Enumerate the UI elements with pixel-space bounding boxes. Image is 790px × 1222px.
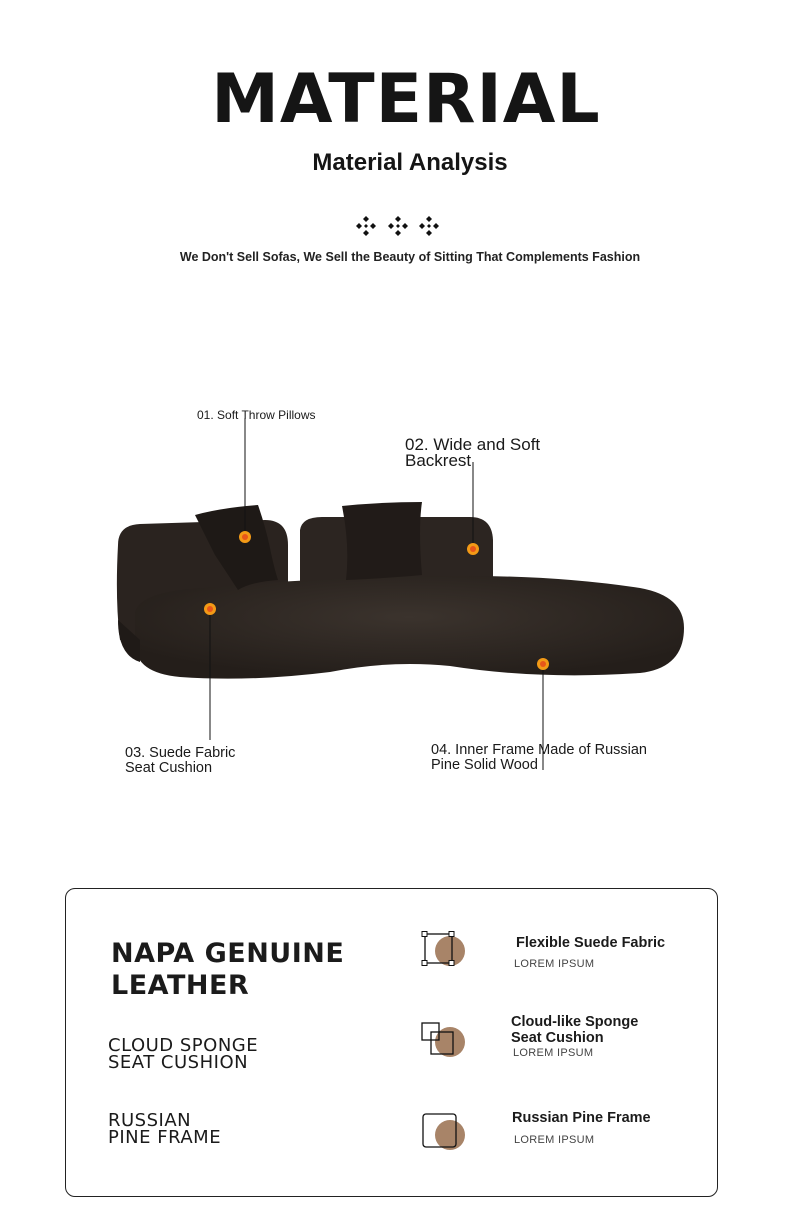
marker-3: [204, 603, 216, 615]
diamond-cluster-icon: [418, 215, 440, 237]
marker-1: [239, 531, 251, 543]
marker-4: [537, 658, 549, 670]
feature-title-sponge: [511, 1014, 638, 1046]
callout-seat-cushion: [125, 746, 235, 776]
rounded-square-icon: [419, 1110, 469, 1160]
callout-inner-frame: [431, 743, 647, 773]
tagline: We Don't Sell Sofas, We Sell the Beauty of Sitting That Complements Fashion: [179, 250, 641, 264]
callout-backrest-line2: Backrest: [405, 451, 472, 470]
panel-sub-heading-frame-line1: RUSSIAN: [108, 1110, 192, 1131]
page-subtitle: Material Analysis: [312, 149, 508, 176]
callout-backrest-line1: 02. Wide and Soft: [405, 435, 541, 454]
feature-title-pine: Russian Pine Frame: [512, 1110, 651, 1126]
feature-subtitle-sponge: LOREM IPSUM: [513, 1047, 594, 1059]
panel-sub-heading-sponge-line1: CLOUD SPONGE: [108, 1035, 259, 1056]
callout-seat-cushion-line2: Seat Cushion: [125, 760, 213, 776]
feature-subtitle-pine: LOREM IPSUM: [514, 1134, 595, 1146]
callout-soft-throw-pillows: 01. Soft Throw Pillows: [197, 408, 316, 422]
panel-sub-heading-sponge: [108, 1037, 258, 1071]
feature-title-sponge-line1: Cloud-like Sponge: [511, 1014, 639, 1030]
panel-heading-line2: LEATHER: [111, 970, 250, 1001]
panel-sub-heading-frame: [108, 1112, 221, 1146]
selection-box-icon: [419, 930, 469, 980]
callout-inner-frame-line2: Pine Solid Wood: [431, 757, 538, 773]
panel-sub-heading-frame-line2: PINE FRAME: [108, 1127, 222, 1148]
feature-title-sponge-line2: Seat Cushion: [511, 1030, 604, 1046]
panel-sub-heading-sponge-line2: SEAT CUSHION: [108, 1052, 249, 1073]
panel-heading: [111, 938, 344, 1002]
feature-title-suede: Flexible Suede Fabric: [516, 935, 666, 951]
page-title: MATERIAL: [211, 60, 601, 139]
diamond-cluster-icon: [355, 215, 377, 237]
ornament-row: [355, 215, 440, 239]
callout-seat-cushion-line1: 03. Suede Fabric: [125, 745, 236, 761]
callout-inner-frame-line1: 04. Inner Frame Made of Russian: [431, 742, 647, 758]
feature-subtitle-suede: LOREM IPSUM: [514, 958, 595, 970]
sofa-seat: [135, 576, 684, 679]
marker-2: [467, 543, 479, 555]
sofa-illustration: [100, 400, 700, 780]
diamond-cluster-icon: [387, 215, 409, 237]
callout-backrest: [405, 437, 540, 469]
overlap-squares-icon: [419, 1020, 469, 1070]
throw-pillow-right: [342, 502, 422, 580]
panel-heading-line1: NAPA GENUINE: [111, 938, 345, 969]
